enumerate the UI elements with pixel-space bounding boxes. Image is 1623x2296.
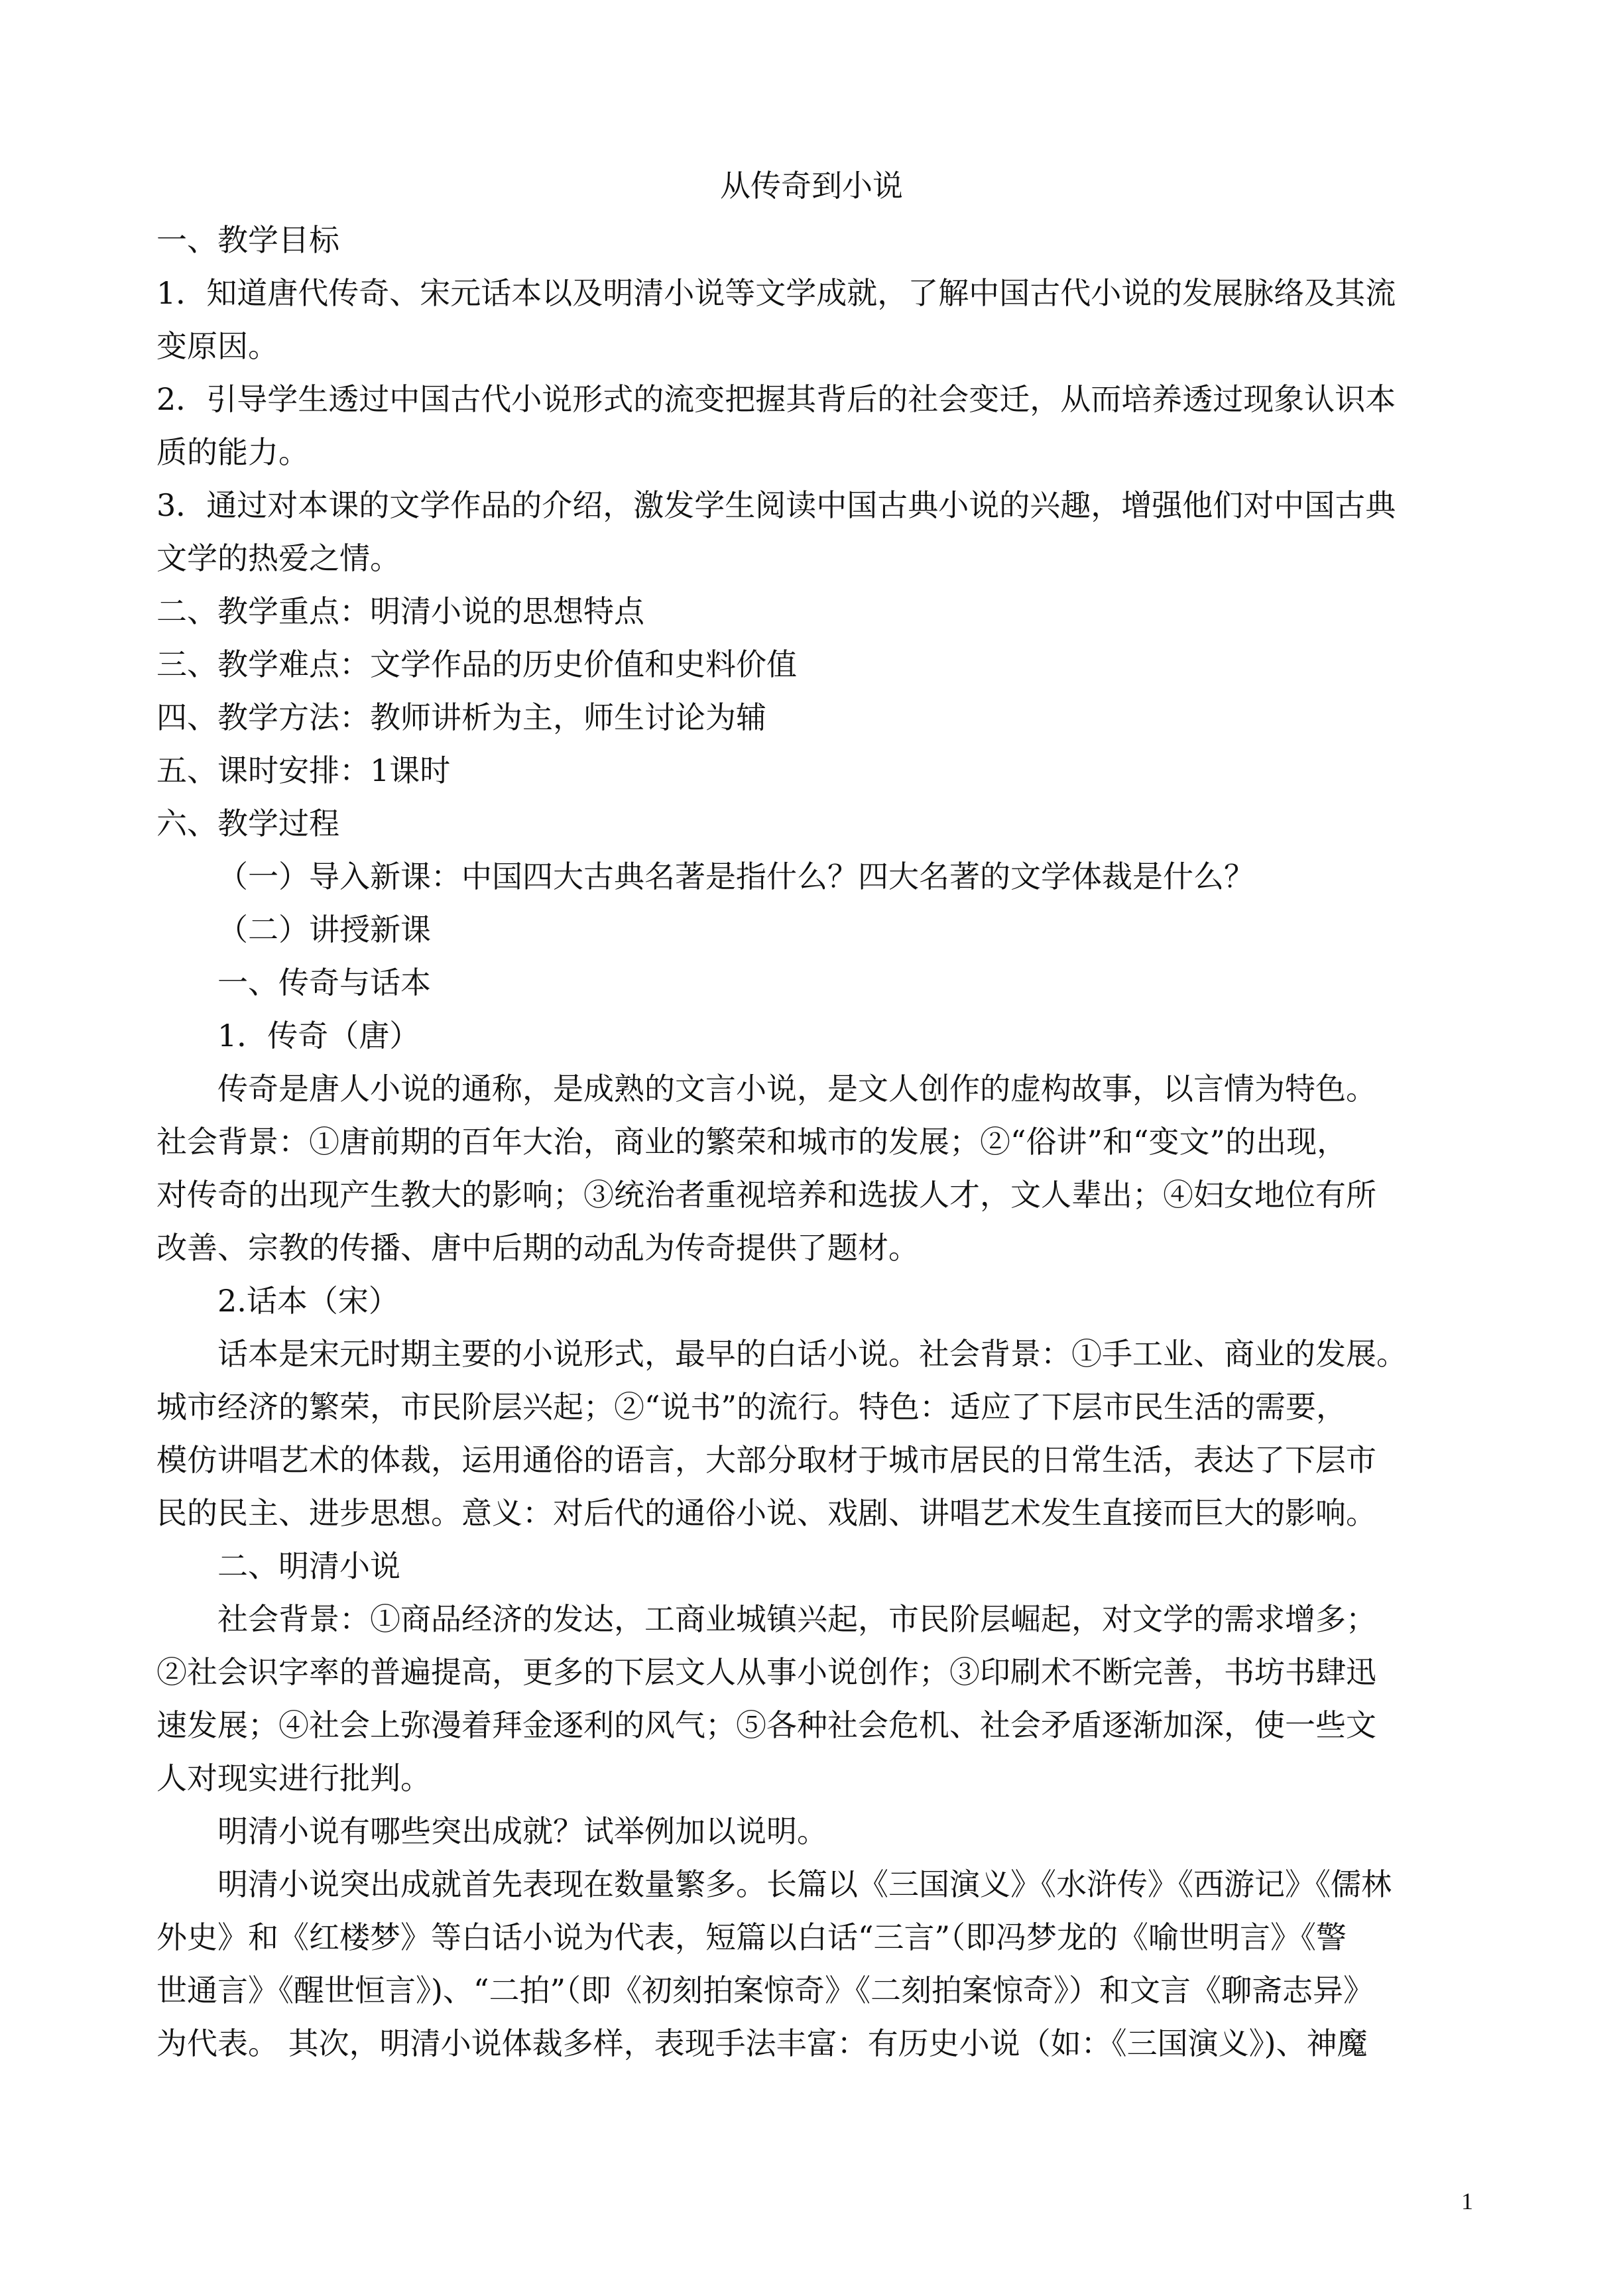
text-line: 世通言》《醒世恒言》)、“二拍”（即《初刻拍案惊奇》《二刻拍案惊奇》）和文言《聊斋志异》 [156,1972,1374,2008]
text-line: 社会背景：①唐前期的百年大治，商业的繁荣和城市的发展；②“俗讲”和“变文”的出现， [156,1124,1348,1160]
paragraph [156,1646,1476,1805]
paragraph [156,797,1476,850]
text-line: 明清小说有哪些突出成就？试举例加以说明。 [217,1813,827,1849]
text-line: 改善、宗教的传播、唐中后期的动乱为传奇提供了题材。 [156,1230,919,1266]
paragraph [156,1858,1476,1911]
page-number: 1 [1461,2188,1473,2214]
text-line: （一）导入新课：中国四大古典名著是指什么？四大名著的文学体裁是什么？ [217,859,1254,894]
paragraph [156,1274,1476,1327]
text-line: 话本是宋元时期主要的小说形式，最早的白话小说。社会背景：①手工业、商业的发展。 [217,1336,1407,1372]
text-line: 四、教学方法：教师讲析为主，师生讨论为辅 [156,699,766,735]
paragraph [156,1911,1476,2070]
paragraph [156,638,1476,691]
text-line: 民的民主、进步思想。意义：对后代的通俗小说、戏剧、讲唱艺术发生直接而巨大的影响。 [156,1495,1376,1531]
text-line: 三、教学难点：文学作品的历史价值和史料价值 [156,646,797,682]
paragraph [156,1327,1476,1380]
text-line: 2．引导学生透过中国古代小说形式的流变把握其背后的社会变迁，从而培养透过现象认识本 [156,381,1396,417]
paragraph [156,744,1476,797]
text-line: 一、教学目标 [156,222,339,258]
text-line: 人对现实进行批判。 [156,1760,431,1796]
text-line: 速发展；④社会上弥漫着拜金逐利的风气；⑤各种社会危机、社会矛盾逐渐加深，使一些文 [156,1707,1376,1743]
text-line: 五、课时安排：1课时 [156,753,451,788]
text-line: 明清小说突出成就首先表现在数量繁多。长篇以《三国演义》《水浒传》《西游记》《儒林 [217,1866,1392,1902]
text-line: 2.话本（宋） [217,1283,399,1319]
paragraph [156,1009,1476,1062]
text-line: 城市经济的繁荣，市民阶层兴起；②“说书”的流行。特色：适应了下层市民生活的需要， [156,1389,1347,1425]
text-line: 为代表。 其次，明清小说体裁多样，表现手法丰富：有历史小说（如：《三国演义》)、神魔 [156,2025,1368,2061]
text-line: 变原因。 [156,328,278,364]
text-line: 1．知道唐代传奇、宋元话本以及明清小说等文学成就，了解中国古代小说的发展脉络及其流 [156,275,1396,311]
text-line: 模仿讲唱艺术的体裁，运用通俗的语言，大部分取材于城市居民的日常生活，表达了下层市 [156,1442,1376,1478]
paragraph [156,1115,1476,1274]
paragraph [156,267,1476,373]
text-line: ②社会识字率的普遍提高，更多的下层文人从事小说创作；③印刷术不断完善，书坊书肆迅 [156,1654,1376,1690]
document-title: 从传奇到小说 [720,168,903,204]
paragraph [156,1593,1476,1646]
paragraph [156,691,1476,744]
text-line: 质的能力。 [156,434,309,470]
paragraph [156,479,1476,585]
paragraph [156,585,1476,638]
paragraph [156,1380,1476,1540]
text-line: 二、教学重点：明清小说的思想特点 [156,593,644,629]
text-line: 3．通过对本课的文学作品的介绍，激发学生阅读中国古典小说的兴趣，增强他们对中国古典 [156,487,1396,523]
paragraph [156,850,1476,903]
paragraph [156,903,1476,956]
text-line: 社会背景：①商品经济的发达，工商业城镇兴起，市民阶层崛起，对文学的需求增多； [217,1601,1376,1637]
paragraph [156,1805,1476,1858]
document-body [156,213,1476,2070]
text-line: 六、教学过程 [156,806,339,841]
text-line: 文学的热爱之情。 [156,540,400,576]
paragraph [156,373,1476,479]
paragraph [156,1540,1476,1593]
paragraph [156,213,1476,267]
text-line: 对传奇的出现产生教大的影响；③统治者重视培养和选拔人才，文人辈出；④妇女地位有所 [156,1177,1376,1213]
text-line: 1．传奇（唐） [217,1018,420,1054]
text-line: 外史》和《红楼梦》等白话小说为代表，短篇以白话“三言”（即冯梦龙的《喻世明言》《警 [156,1919,1347,1955]
paragraph [156,1062,1476,1115]
text-line: （二）讲授新课 [217,912,431,947]
paragraph [156,956,1476,1009]
text-line: 一、传奇与话本 [217,965,431,1000]
text-line: 传奇是唐人小说的通称，是成熟的文言小说，是文人创作的虚构故事，以言情为特色。 [217,1071,1376,1107]
text-line: 二、明清小说 [217,1548,400,1584]
